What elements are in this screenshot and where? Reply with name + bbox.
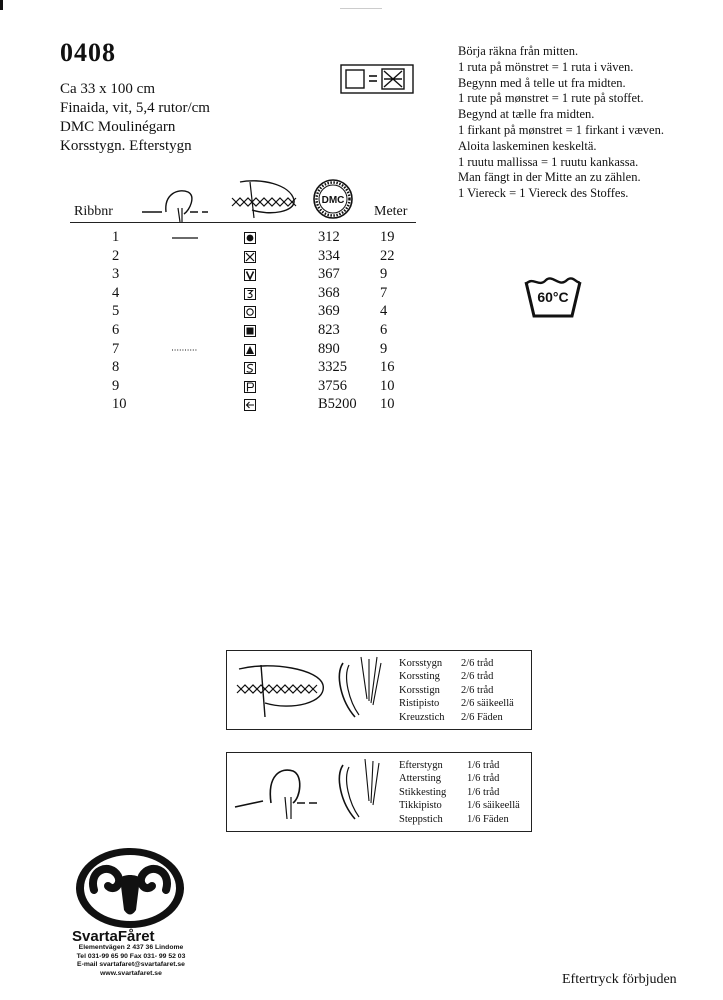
dmc-logo-icon [312, 178, 354, 220]
table-row [70, 248, 430, 267]
s-symbol-icon [244, 362, 256, 374]
three-symbol-icon [244, 288, 256, 300]
table-row [70, 341, 430, 360]
stitch-name: Korsstygn [399, 658, 443, 669]
ribbon-number: 6 [112, 321, 120, 338]
ribbon-number: 9 [112, 377, 120, 394]
table-row [70, 396, 430, 415]
stitch-name: Korssting [399, 671, 440, 683]
wash-temperature: 60°C [537, 289, 569, 305]
table-row [70, 229, 430, 248]
circle-symbol-icon [244, 306, 256, 318]
meter-value: 7 [380, 284, 388, 301]
thread-count: 2/6 tråd [461, 671, 494, 683]
meter-value: 9 [380, 340, 388, 357]
spec-fabric: Finaida, vit, 5,4 rutor/cm [60, 100, 210, 116]
brand-contact [56, 944, 206, 978]
brand-phone: Tel 031-99 65 90 Fax 031- 99 52 03 [76, 952, 186, 960]
ribbon-number: 4 [112, 284, 120, 301]
thread-count: 2/6 tråd [461, 658, 494, 669]
meter-value: 10 [380, 377, 395, 394]
thread-count: 1/6 tråd [467, 786, 500, 798]
table-row [70, 266, 430, 285]
ribbon-number: 7 [112, 340, 120, 357]
ribbon-number: 8 [112, 359, 120, 376]
dmc-code: 823 [318, 321, 340, 338]
spec-yarn: DMC Moulinégarn [60, 119, 176, 135]
dmc-code: 369 [318, 303, 340, 320]
p-symbol-icon [244, 381, 256, 393]
stitch-name: Attersting [399, 773, 441, 785]
triangle-symbol-icon [244, 344, 256, 356]
scan-mark [0, 0, 3, 10]
brand-name: SvartaFåret [72, 928, 155, 945]
cross-stitch-needle-icon [231, 655, 391, 723]
brand-email: E-mail svartafaret@svartafaret.se [77, 961, 185, 969]
dmc-code: 3756 [318, 377, 347, 394]
wash-60-icon [523, 272, 583, 322]
spec-stitches: Korsstygn. Efterstygn [60, 138, 192, 154]
stitch-name: Tikkipisto [399, 800, 442, 812]
dmc-code: 3325 [318, 359, 347, 376]
table-row [70, 285, 430, 304]
thread-count: 1/6 säikeellä [467, 800, 520, 812]
header-divider [70, 222, 416, 223]
thread-count: 2/6 tråd [461, 684, 494, 696]
thread-count: 1/6 Fäden [467, 813, 509, 825]
dot-symbol-icon [244, 232, 256, 244]
ribbon-number: 1 [112, 229, 120, 245]
header-meter: Meter [374, 204, 408, 219]
instruction-line: Aloita laskeminen keskeltä. [458, 138, 597, 153]
dotted-backstitch-line [172, 341, 198, 359]
instruction-line: Börja räkna från mitten. [458, 44, 579, 58]
instruction-line: 1 ruutu mallissa = 1 ruutu kankassa. [458, 154, 639, 169]
svartafaret-ram-logo [74, 846, 186, 930]
thread-table [70, 229, 430, 415]
spec-size: Ca 33 x 100 cm [60, 81, 155, 97]
instruction-line: 1 Viereck = 1 Viereck des Stoffes. [458, 186, 629, 201]
square-equals-cross-stitch-icon [340, 64, 414, 94]
cross-stitch-needle-icon [230, 178, 300, 222]
meter-value: 4 [380, 303, 388, 320]
dmc-code: 312 [318, 229, 340, 245]
backstitch-needle-icon [140, 184, 210, 224]
table-row [70, 378, 430, 397]
thread-count: 2/6 säikeellä [461, 698, 514, 710]
stitch-name: Korsstign [399, 684, 440, 696]
meter-value: 9 [380, 266, 388, 283]
brand-website: www.svartafaret.se [100, 969, 162, 977]
filled-square-symbol-icon [244, 325, 256, 337]
instruction-line: 1 ruta på mönstret = 1 ruta i väven. [458, 59, 634, 74]
ribbon-number: 5 [112, 303, 120, 320]
table-row [70, 359, 430, 378]
dmc-code: 334 [318, 247, 340, 264]
table-row [70, 322, 430, 341]
backstitch-needle-icon [231, 757, 391, 825]
pattern-number: 0408 [60, 38, 116, 67]
dmc-logo-text: DMC [321, 195, 345, 206]
stitch-name: Steppstich [399, 813, 443, 825]
dmc-code: 368 [318, 284, 340, 301]
copyright-notice: Eftertryck förbjuden [562, 972, 677, 987]
v-symbol-icon [244, 269, 256, 281]
thread-count: 1/6 tråd [467, 760, 500, 771]
stitch-name: Efterstygn [399, 760, 443, 771]
brand-address: Elementvägen 2 437 36 Lindome [78, 944, 184, 951]
ribbon-number: 3 [112, 266, 120, 283]
cross-stitch-info-box [226, 650, 532, 730]
stitch-name: Ristipisto [399, 698, 440, 710]
header-ribbnr: Ribbnr [74, 204, 113, 219]
meter-value: 16 [380, 359, 395, 376]
ribbon-number: 2 [112, 247, 120, 264]
ribbon-number: 10 [112, 396, 127, 413]
thread-count: 2/6 Fäden [461, 711, 503, 723]
pattern-specs [60, 80, 210, 156]
meter-value: 6 [380, 321, 388, 338]
instruction-line: Begynn med å telle ut fra midten. [458, 75, 626, 90]
dmc-code: 890 [318, 340, 340, 357]
scan-mark [340, 8, 382, 9]
instruction-line: Begynd at tælle fra midten. [458, 107, 595, 122]
thread-count: 1/6 tråd [467, 773, 500, 785]
dmc-code: 367 [318, 266, 340, 283]
dmc-code: B5200 [318, 396, 357, 413]
instruction-line: 1 rute på mønstret = 1 rute på stoffet. [458, 91, 644, 106]
backstitch-info-box [226, 752, 532, 832]
meter-value: 19 [380, 229, 395, 245]
stitch-name: Stikkesting [399, 786, 447, 798]
instruction-line: Man fängt in der Mitte an zu zählen. [458, 170, 641, 185]
stitch-name: Kreuzstich [399, 711, 445, 723]
meter-value: 22 [380, 247, 395, 264]
solid-backstitch-line [172, 229, 198, 247]
table-row [70, 303, 430, 322]
x-symbol-icon [244, 251, 256, 263]
instruction-line: 1 firkant på mønstret = 1 firkant i væven. [458, 122, 664, 137]
counting-instructions [458, 44, 664, 202]
meter-value: 10 [380, 396, 395, 413]
arrow-symbol-icon [244, 399, 256, 411]
